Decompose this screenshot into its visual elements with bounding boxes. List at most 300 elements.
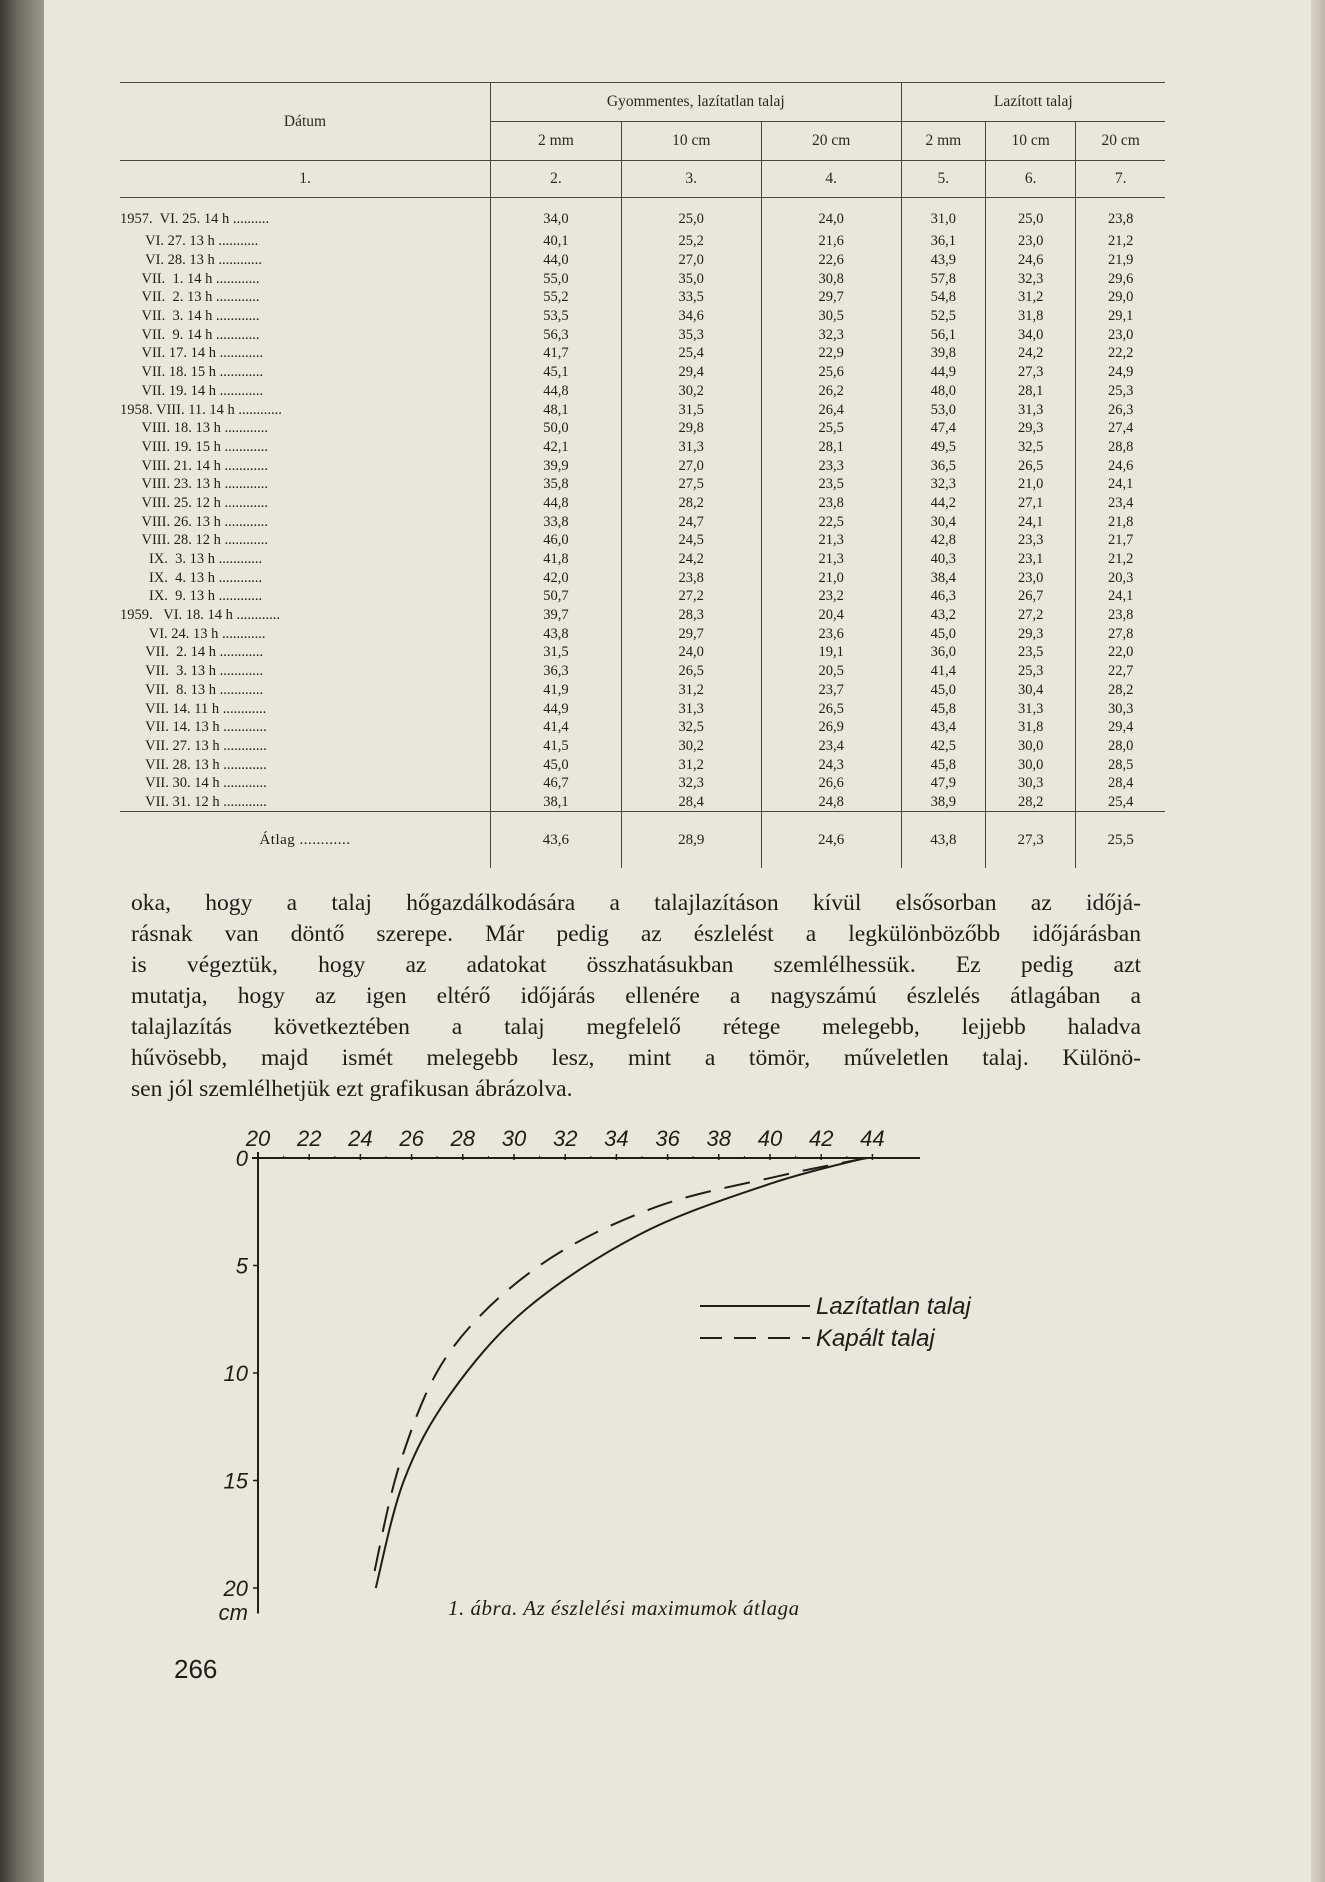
value-cell: 27,8 <box>1076 624 1165 643</box>
value-cell: 41,9 <box>491 681 622 700</box>
table-row <box>120 718 1165 737</box>
value-cell: 44,8 <box>491 382 622 401</box>
table-row <box>120 475 1165 494</box>
col-number: 4. <box>761 161 901 198</box>
value-cell: 48,1 <box>491 400 622 419</box>
value-cell: 31,3 <box>986 400 1076 419</box>
table-row <box>120 699 1165 718</box>
value-cell: 27,2 <box>621 587 761 606</box>
value-cell: 27,0 <box>621 251 761 270</box>
value-cell: 23,4 <box>761 737 901 756</box>
date-cell: VII. 8. 13 h ............ <box>120 681 264 698</box>
col-number: 5. <box>901 161 985 198</box>
value-cell: 56,3 <box>491 325 622 344</box>
date-cell: IX. 4. 13 h ............ <box>120 569 263 586</box>
value-cell: 41,7 <box>491 344 622 363</box>
value-cell: 55,0 <box>491 269 622 288</box>
value-cell: 23,6 <box>761 624 901 643</box>
date-cell: VII. 30. 14 h ............ <box>120 775 267 792</box>
table-row <box>120 456 1165 475</box>
date-cell: VII. 31. 12 h ............ <box>120 793 267 810</box>
value-cell: 24,0 <box>621 643 761 662</box>
value-cell: 29,8 <box>621 419 761 438</box>
value-cell: 52,5 <box>901 307 985 326</box>
series-line-hoed <box>373 1158 867 1577</box>
value-cell: 35,8 <box>491 475 622 494</box>
value-cell: 24,9 <box>1076 363 1165 382</box>
col-number: 1. <box>299 170 311 187</box>
value-cell: 42,0 <box>491 568 622 587</box>
table-row <box>120 344 1165 363</box>
value-cell: 32,3 <box>761 325 901 344</box>
paragraph-line: is végeztük, hogy az adatokat összhatásukban szemlélhessük. Ez pedig azt <box>131 952 1141 978</box>
legend-label-hoed: Kapált talaj <box>816 1325 935 1352</box>
date-cell: VIII. 26. 13 h ............ <box>120 513 268 530</box>
value-cell: 29,1 <box>1076 307 1165 326</box>
value-cell: 41,4 <box>491 718 622 737</box>
x-tick-label: 22 <box>296 1126 322 1151</box>
value-cell: 25,5 <box>761 419 901 438</box>
value-cell: 30,2 <box>621 737 761 756</box>
date-cell: VII. 2. 14 h ............ <box>120 644 264 661</box>
x-tick-label: 42 <box>808 1126 834 1151</box>
date-cell: 1957. VI. 25. 14 h .......... <box>120 211 270 227</box>
value-cell: 21,7 <box>1076 531 1165 550</box>
value-cell: 32,3 <box>986 269 1076 288</box>
value-cell: 46,7 <box>491 774 622 793</box>
table-row <box>120 737 1165 756</box>
average-value: 24,6 <box>761 812 901 869</box>
table-row <box>120 198 1165 233</box>
value-cell: 24,1 <box>1076 587 1165 606</box>
value-cell: 43,2 <box>901 606 985 625</box>
value-cell: 28,8 <box>1076 438 1165 457</box>
value-cell: 26,6 <box>761 774 901 793</box>
value-cell: 21,9 <box>1076 251 1165 270</box>
value-cell: 25,3 <box>986 662 1076 681</box>
value-cell: 24,1 <box>1076 475 1165 494</box>
table-row <box>120 662 1165 681</box>
table-row <box>120 755 1165 774</box>
value-cell: 45,8 <box>901 755 985 774</box>
value-cell: 47,9 <box>901 774 985 793</box>
date-cell: VI. 24. 13 h ............ <box>120 625 266 642</box>
value-cell: 42,5 <box>901 737 985 756</box>
value-cell: 24,8 <box>761 793 901 812</box>
table-row <box>120 681 1165 700</box>
value-cell: 30,3 <box>1076 699 1165 718</box>
value-cell: 27,3 <box>986 363 1076 382</box>
value-cell: 20,4 <box>761 606 901 625</box>
value-cell: 44,2 <box>901 494 985 513</box>
value-cell: 53,5 <box>491 307 622 326</box>
value-cell: 32,5 <box>621 718 761 737</box>
value-cell: 44,0 <box>491 251 622 270</box>
legend-label-unloosened: Lazítatlan talaj <box>816 1293 971 1320</box>
value-cell: 31,5 <box>621 400 761 419</box>
series-line-unloosened <box>376 1158 865 1588</box>
value-cell: 28,5 <box>1076 755 1165 774</box>
table-row <box>120 531 1165 550</box>
value-cell: 23,1 <box>986 550 1076 569</box>
date-cell: VII. 27. 13 h ............ <box>120 737 267 754</box>
value-cell: 28,1 <box>986 382 1076 401</box>
table-row <box>120 550 1165 569</box>
average-value: 28,9 <box>621 812 761 869</box>
depth-header: 2 mm <box>901 122 985 161</box>
x-tick-label: 26 <box>399 1126 424 1151</box>
value-cell: 55,2 <box>491 288 622 307</box>
value-cell: 35,0 <box>621 269 761 288</box>
table-row <box>120 512 1165 531</box>
date-cell: VII. 18. 15 h ............ <box>120 364 264 381</box>
value-cell: 31,5 <box>491 643 622 662</box>
value-cell: 32,5 <box>986 438 1076 457</box>
value-cell: 23,5 <box>761 475 901 494</box>
depth-header: 2 mm <box>491 122 622 161</box>
value-cell: 38,4 <box>901 568 985 587</box>
date-cell: VIII. 28. 12 h ............ <box>120 532 268 549</box>
body-paragraph <box>131 888 1141 1105</box>
date-cell: VIII. 23. 13 h ............ <box>120 476 268 493</box>
value-cell: 23,3 <box>761 456 901 475</box>
average-value: 43,6 <box>491 812 622 869</box>
value-cell: 23,8 <box>761 494 901 513</box>
paragraph-line: talajlazítás következtében a talaj megfelelő rétege melegebb, lejjebb haladva <box>131 1014 1141 1040</box>
value-cell: 44,9 <box>491 699 622 718</box>
value-cell: 33,5 <box>621 288 761 307</box>
date-cell: VII. 28. 13 h ............ <box>120 756 267 773</box>
value-cell: 49,5 <box>901 438 985 457</box>
value-cell: 28,4 <box>621 793 761 812</box>
average-row <box>120 812 1165 869</box>
value-cell: 32,3 <box>621 774 761 793</box>
average-value: 43,8 <box>901 812 985 869</box>
value-cell: 31,2 <box>621 681 761 700</box>
value-cell: 45,0 <box>901 681 985 700</box>
value-cell: 25,0 <box>986 198 1076 233</box>
value-cell: 36,3 <box>491 662 622 681</box>
value-cell: 28,3 <box>621 606 761 625</box>
x-tick-label: 38 <box>706 1126 732 1151</box>
value-cell: 34,0 <box>491 198 622 233</box>
value-cell: 28,2 <box>621 494 761 513</box>
value-cell: 34,6 <box>621 307 761 326</box>
value-cell: 31,2 <box>986 288 1076 307</box>
value-cell: 24,1 <box>986 512 1076 531</box>
value-cell: 28,0 <box>1076 737 1165 756</box>
x-tick-label: 44 <box>860 1126 885 1151</box>
value-cell: 45,0 <box>491 755 622 774</box>
date-cell: VI. 28. 13 h ............ <box>120 252 262 269</box>
value-cell: 29,3 <box>986 624 1076 643</box>
value-cell: 43,4 <box>901 718 985 737</box>
y-unit-label: cm <box>218 1600 248 1625</box>
value-cell: 22,7 <box>1076 662 1165 681</box>
table-row <box>120 793 1165 812</box>
value-cell: 29,3 <box>986 419 1076 438</box>
table-row <box>120 382 1165 401</box>
date-cell: VIII. 19. 15 h ............ <box>120 438 268 455</box>
value-cell: 25,6 <box>761 363 901 382</box>
value-cell: 26,2 <box>761 382 901 401</box>
col-number: 3. <box>621 161 761 198</box>
value-cell: 42,1 <box>491 438 622 457</box>
table-row <box>120 624 1165 643</box>
x-tick-label: 36 <box>655 1126 680 1151</box>
date-cell: VII. 9. 14 h ............ <box>120 326 260 343</box>
table-row <box>120 325 1165 344</box>
value-cell: 48,0 <box>901 382 985 401</box>
value-cell: 23,4 <box>1076 494 1165 513</box>
value-cell: 21,0 <box>986 475 1076 494</box>
paragraph-line: hűvösebb, majd ismét melegebb lesz, mint a tömör, műveletlen talaj. Különö- <box>131 1045 1141 1071</box>
value-cell: 19,1 <box>761 643 901 662</box>
date-cell: IX. 9. 13 h ............ <box>120 588 263 605</box>
book-spine <box>0 0 44 1882</box>
value-cell: 22,2 <box>1076 344 1165 363</box>
value-cell: 23,8 <box>621 568 761 587</box>
measurement-table <box>120 82 1165 868</box>
date-cell: VIII. 25. 12 h ............ <box>120 494 268 511</box>
temperature-depth-chart <box>218 1110 1110 1630</box>
value-cell: 29,0 <box>1076 288 1165 307</box>
value-cell: 39,8 <box>901 344 985 363</box>
value-cell: 20,3 <box>1076 568 1165 587</box>
date-cell: VII. 2. 13 h ............ <box>120 289 260 306</box>
page-gutter <box>1311 0 1325 1882</box>
table-row <box>120 438 1165 457</box>
table-row <box>120 587 1165 606</box>
page-number: 266 <box>174 1654 218 1684</box>
y-tick-label: 5 <box>235 1253 248 1279</box>
value-cell: 23,5 <box>986 643 1076 662</box>
depth-header: 20 cm <box>1076 122 1165 161</box>
value-cell: 26,5 <box>621 662 761 681</box>
value-cell: 27,2 <box>986 606 1076 625</box>
figure-caption: 1. ábra. Az észlelési maximumok átlaga <box>448 1596 800 1620</box>
col-number: 2. <box>491 161 622 198</box>
value-cell: 25,4 <box>621 344 761 363</box>
value-cell: 46,0 <box>491 531 622 550</box>
value-cell: 30,0 <box>986 737 1076 756</box>
value-cell: 40,3 <box>901 550 985 569</box>
date-cell: 1959. VI. 18. 14 h ............ <box>120 607 281 624</box>
value-cell: 30,5 <box>761 307 901 326</box>
value-cell: 20,5 <box>761 662 901 681</box>
table-row <box>120 251 1165 270</box>
date-cell: VIII. 21. 14 h ............ <box>120 457 268 474</box>
value-cell: 40,1 <box>491 232 622 251</box>
value-cell: 21,6 <box>761 232 901 251</box>
x-tick-label: 24 <box>348 1126 373 1151</box>
paragraph-line: mutatja, hogy az igen eltérő időjárás ellenére a nagyszámú észlelés átlagában a <box>131 983 1141 1009</box>
value-cell: 26,7 <box>986 587 1076 606</box>
date-cell: VI. 27. 13 h ........... <box>120 233 259 250</box>
date-cell: VII. 14. 13 h ............ <box>120 719 267 736</box>
value-cell: 47,4 <box>901 419 985 438</box>
value-cell: 29,4 <box>621 363 761 382</box>
value-cell: 35,3 <box>621 325 761 344</box>
paragraph-line: oka, hogy a talaj hőgazdálkodására a talajlazításon kívül elsősorban az időjá- <box>131 890 1141 916</box>
value-cell: 23,0 <box>1076 325 1165 344</box>
group-header-unloosened: Gyommentes, lazítatlan talaj <box>491 83 902 122</box>
value-cell: 39,7 <box>491 606 622 625</box>
table-row <box>120 288 1165 307</box>
date-cell: VII. 17. 14 h ............ <box>120 345 264 362</box>
value-cell: 33,8 <box>491 512 622 531</box>
date-cell: VII. 14. 11 h ............ <box>120 700 267 717</box>
col-number: 7. <box>1076 161 1165 198</box>
value-cell: 30,4 <box>901 512 985 531</box>
value-cell: 31,3 <box>621 699 761 718</box>
value-cell: 41,4 <box>901 662 985 681</box>
value-cell: 24,2 <box>986 344 1076 363</box>
date-cell: VII. 19. 14 h ............ <box>120 382 264 399</box>
y-tick-label: 20 <box>223 1576 248 1601</box>
value-cell: 43,8 <box>491 624 622 643</box>
date-cell: VIII. 18. 13 h ............ <box>120 420 268 437</box>
value-cell: 57,8 <box>901 269 985 288</box>
y-tick-label: 0 <box>235 1146 248 1171</box>
depth-header: 20 cm <box>761 122 901 161</box>
value-cell: 29,7 <box>761 288 901 307</box>
table-row <box>120 269 1165 288</box>
value-cell: 21,8 <box>1076 512 1165 531</box>
value-cell: 27,0 <box>621 456 761 475</box>
value-cell: 45,0 <box>901 624 985 643</box>
group-header-loosened: Lazított talaj <box>901 83 1165 122</box>
table-row <box>120 568 1165 587</box>
value-cell: 28,2 <box>986 793 1076 812</box>
value-cell: 23,0 <box>986 568 1076 587</box>
value-cell: 26,5 <box>761 699 901 718</box>
value-cell: 41,5 <box>491 737 622 756</box>
value-cell: 22,6 <box>761 251 901 270</box>
value-cell: 29,6 <box>1076 269 1165 288</box>
value-cell: 24,2 <box>621 550 761 569</box>
value-cell: 45,8 <box>901 699 985 718</box>
x-tick-label: 30 <box>501 1126 527 1151</box>
x-tick-label: 34 <box>604 1126 629 1151</box>
value-cell: 44,8 <box>491 494 622 513</box>
value-cell: 50,7 <box>491 587 622 606</box>
value-cell: 56,1 <box>901 325 985 344</box>
value-cell: 26,9 <box>761 718 901 737</box>
value-cell: 21,3 <box>761 531 901 550</box>
value-cell: 23,3 <box>986 531 1076 550</box>
value-cell: 23,8 <box>1076 198 1165 233</box>
value-cell: 21,2 <box>1076 232 1165 251</box>
value-cell: 26,3 <box>1076 400 1165 419</box>
value-cell: 31,8 <box>986 307 1076 326</box>
value-cell: 43,9 <box>901 251 985 270</box>
value-cell: 32,3 <box>901 475 985 494</box>
value-cell: 31,8 <box>986 718 1076 737</box>
table-row <box>120 419 1165 438</box>
date-header: Dátum <box>120 83 491 161</box>
value-cell: 24,5 <box>621 531 761 550</box>
value-cell: 25,4 <box>1076 793 1165 812</box>
value-cell: 27,5 <box>621 475 761 494</box>
value-cell: 44,9 <box>901 363 985 382</box>
table-row <box>120 606 1165 625</box>
value-cell: 23,2 <box>761 587 901 606</box>
paragraph-line: rásnak van döntő szerepe. Már pedig az észlelést a legkülönbözőbb időjárásban <box>131 921 1141 947</box>
value-cell: 24,6 <box>1076 456 1165 475</box>
value-cell: 27,1 <box>986 494 1076 513</box>
value-cell: 36,1 <box>901 232 985 251</box>
value-cell: 30,4 <box>986 681 1076 700</box>
x-tick-label: 28 <box>450 1126 476 1151</box>
date-cell: VII. 3. 13 h ............ <box>120 663 264 680</box>
average-value: 27,3 <box>986 812 1076 869</box>
date-cell: VII. 1. 14 h ............ <box>120 270 260 287</box>
table-row <box>120 232 1165 251</box>
table-row <box>120 307 1165 326</box>
value-cell: 30,3 <box>986 774 1076 793</box>
y-tick-label: 10 <box>223 1361 248 1386</box>
value-cell: 36,5 <box>901 456 985 475</box>
value-cell: 46,3 <box>901 587 985 606</box>
value-cell: 21,3 <box>761 550 901 569</box>
x-tick-label: 40 <box>757 1126 783 1151</box>
value-cell: 31,3 <box>986 699 1076 718</box>
value-cell: 25,0 <box>621 198 761 233</box>
value-cell: 25,2 <box>621 232 761 251</box>
value-cell: 53,0 <box>901 400 985 419</box>
table-row <box>120 494 1165 513</box>
value-cell: 23,7 <box>761 681 901 700</box>
x-tick-label: 20 <box>245 1126 271 1151</box>
value-cell: 36,0 <box>901 643 985 662</box>
depth-header: 10 cm <box>621 122 761 161</box>
value-cell: 38,9 <box>901 793 985 812</box>
value-cell: 54,8 <box>901 288 985 307</box>
value-cell: 29,7 <box>621 624 761 643</box>
value-cell: 31,2 <box>621 755 761 774</box>
value-cell: 45,1 <box>491 363 622 382</box>
value-cell: 31,0 <box>901 198 985 233</box>
table-row <box>120 363 1165 382</box>
value-cell: 39,9 <box>491 456 622 475</box>
value-cell: 29,4 <box>1076 718 1165 737</box>
x-tick-label: 32 <box>552 1126 578 1151</box>
value-cell: 28,4 <box>1076 774 1165 793</box>
value-cell: 28,1 <box>761 438 901 457</box>
date-cell: IX. 3. 13 h ............ <box>120 551 263 568</box>
paragraph-line: sen jól szemlélhetjük ezt grafikusan ábrázolva. <box>131 1076 573 1102</box>
value-cell: 23,8 <box>1076 606 1165 625</box>
date-cell: VII. 3. 14 h ............ <box>120 308 260 325</box>
value-cell: 23,0 <box>986 232 1076 251</box>
table-row <box>120 400 1165 419</box>
table-row <box>120 643 1165 662</box>
y-tick-label: 15 <box>223 1468 248 1494</box>
value-cell: 25,3 <box>1076 382 1165 401</box>
value-cell: 21,0 <box>761 568 901 587</box>
value-cell: 41,8 <box>491 550 622 569</box>
value-cell: 24,0 <box>761 198 901 233</box>
average-value: 25,5 <box>1076 812 1165 869</box>
date-cell: 1958. VIII. 11. 14 h ............ <box>120 401 282 418</box>
value-cell: 22,5 <box>761 512 901 531</box>
value-cell: 30,0 <box>986 755 1076 774</box>
value-cell: 24,3 <box>761 755 901 774</box>
value-cell: 28,2 <box>1076 681 1165 700</box>
value-cell: 42,8 <box>901 531 985 550</box>
value-cell: 30,8 <box>761 269 901 288</box>
